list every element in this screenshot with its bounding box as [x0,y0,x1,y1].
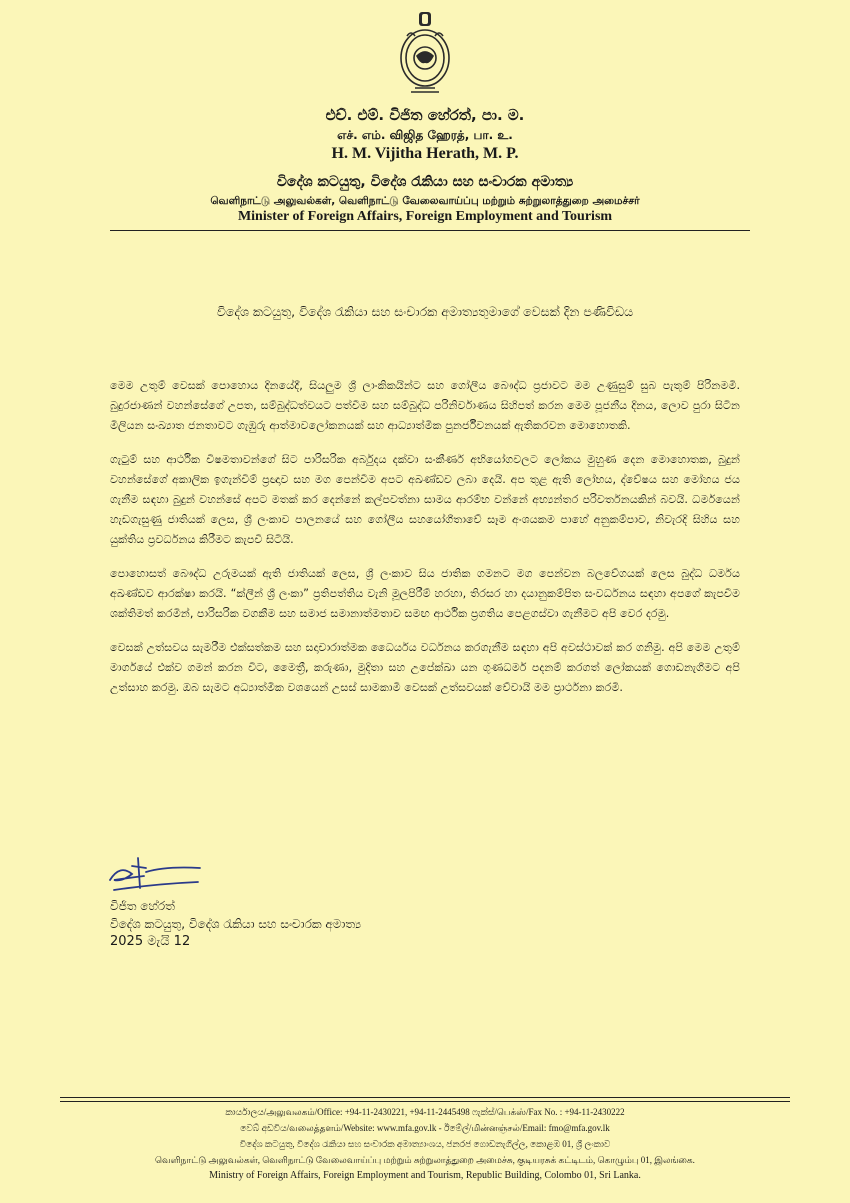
header-divider [110,230,750,231]
paragraph-4: වෙසක් උත්සවය සැමරීම එක්සත්කම සහ සදාචාරාත්මක ධෛර්යය වර්ධනය කරගැනීම සඳහා අපි අවස්ථාවක් කර ගනිමු. අපි මෙම උතුම් මාර්ගයේ එක්ව ගමන් කරන විට, මෛත්‍රී, කරුණා, මුදිතා සහ උපේක්ඛා යන ගුණධර්ම පදනම් කරගත් ලෝකයක් ගොඩනැගීමට අපි උත්සාහ කරමු. ඔබ සැමට අධ්‍යාත්මික වශයෙන් උසස් සාමකාමී වෙසක් උත්සවයක් වේවායි මම ප්‍රාර්ථනා කරමි. [110,641,740,694]
name-sinhala: එච්. එම්. විජිත හේරත්, පා. ම. [325,106,525,124]
letter-subject: විදේශ කටයුතු, විදේශ රැකියා සහ සංචාරක අමාත්‍යතුමාගේ වෙසක් දින පණිවිඩය [216,304,634,319]
paragraph-1: මෙම උතුම් වෙසක් පොහොය දිනයේදී, සියලුම ශ්‍රී ලාංකිකයින්ට සහ ගෝලීය බෞද්ධ ප්‍රජාවට මම උණුසුම් සුබ පැතුම් පිරිනමමි. බුදුරජාණන් වහන්සේගේ උපත, සම්බුද්ධත්වයට පත්වීම සහ සම්බුද්ධ පරිනිර්වාණය සිහිපත් කරන මෙම පූජනීය දිනය, ලොව පුරා සිටින මිලියන සංඛ්‍යාත ජනතාවට ගැඹුරු ආත්මාවලෝකනයක් සහ ආධ්‍යාත්මික පුනර්ජීවනයක් ඇතිකරවන මොහොතකි. [110,379,740,432]
title-tamil: வெளிநாட்டு அலுவல்கள், வெளிநாட்டு வேலைவாய்ப்பு மற்றும் சுற்றுலாத்துறை அமைச்சர் [210,195,640,207]
letter-date: 2025 මැයි 12 [110,934,191,949]
signatory-title: විදේශ කටයුතු, විදේශ රැකියා සහ සංචාරක අමාත්‍ය [110,917,362,931]
paragraph-3: පොහොසත් බෞද්ධ උරුමයක් ඇති ජාතියක් ලෙස, ශ්‍රී ලංකාව සිය ජාතික ගමනට මග පෙන්වන බලවේගයක් ලෙස බුද්ධ ධර්මය අඛණ්ඩව ආරක්ෂා කරයි. “ක්ලීන් ශ්‍රී ලංකා” ප්‍රතිපත්තිය වැනි මූලපිරීම් හරහා, තිරසර හා දයානුකම්පිත සංවර්ධනය සඳහා අපගේ කැපවීම ශක්තිමත් කරමින්, පාරිසරික වගකීම සහ සමාජ සමානාත්මතාව සමඟ ආර්ථික ප්‍රගතිය පෙළගස්වා ගැනීමට අපි වෙර දරමු. [110,567,740,620]
name-tamil: எச். எம். விஜித ஹேரத், பா. உ. [337,128,513,142]
signature-icon [106,850,202,900]
paragraph-2: ගැටුම් සහ ආර්ථික විෂමතාවන්ගේ සිට පාරිසරික අර්බුදය දක්වා සංකීර්ණ අභියෝගවලට ලෝකය මුහුණ දෙන මොහොතක, බුදුන් වහන්සේගේ අකාලික ඉගැන්වීම් ප්‍රඥාව සහ මග පෙන්වීම අපට අඛණ්ඩව ලබා දෙයි. අප තුළ ඇති ලෝභය, ද්වේෂය සහ මෝහය ජය ගැනීම සඳහා බුදුන් වහන්සේ අපට මතක් කර දෙන්නේ කල්පවත්නා සාමය ආරම්භ වන්නේ අභ්‍යන්තර පරිවර්තනයකින් බවයි. ධර්මයෙන් හැඩගැසුණු ජාතියක් ලෙස, ශ්‍රී ලංකාව පාලනයේ සහ ගෝලීය සහයෝගීතාවේ සෑම අංශයකම පාහේ අනුකම්පාව, නිවැරදි සිහිය සහ යුක්තිය ප්‍රවර්ධනය කිරීමට කැපවී සිටියි. [110,453,740,546]
name-english: H. M. Vijitha Herath, M. P. [331,145,519,162]
signatory-name: විජිත හේරත් [110,899,175,913]
sign-off-block [110,897,361,951]
title-sinhala: විදේශ කටයුතු, විදේශ රැකියා සහ සංචාරක අමාත්‍ය [276,174,574,190]
footer-address-sinhala: විදේශ කටයුතු, විදේශ රැකියා සහ සංචාරක අමාත්‍යාංශය, ජනරජ ගොඩනැගිල්ල, කොළඹ 01, ශ්‍රී ලංකාව [239,1139,611,1149]
footer-address-tamil: வெளிநாட்டு அலுவல்கள், வெளிநாட்டு வேலைவாய்ப்பு மற்றும் சுற்றுலாத்துறை அமைச்சு, குடியரசுக் கட்டிடம், கொழும்பு 01, இலங்கை. [155,1155,695,1165]
footer-divider-thin [60,1101,790,1102]
footer-address-english: Ministry of Foreign Affairs, Foreign Employment and Tourism, Republic Building, Colombo 01, Sri Lanka. [209,1170,641,1181]
letter-body [110,376,740,712]
footer-web-email-line: වෙබ් අඩවිය/வலைத்தளம்/Website: www.mfa.gov.lk - ඊමේල්/மின்னஞ்சல்/Email: fmo@mfa.gov.lk [240,1123,610,1133]
footer-divider [60,1097,790,1098]
national-emblem-icon [393,12,457,96]
letter-footer [0,1104,850,1184]
footer-phone-line: කාර්යාලය/அலுவலகம்/Office: +94-11-2430221, +94-11-2445498 ෆැක්ස්/பெக்ஸ்/Fax No. : +94-11-2430222 [225,1107,625,1117]
title-english: Minister of Foreign Affairs, Foreign Employment and Tourism [237,209,613,224]
